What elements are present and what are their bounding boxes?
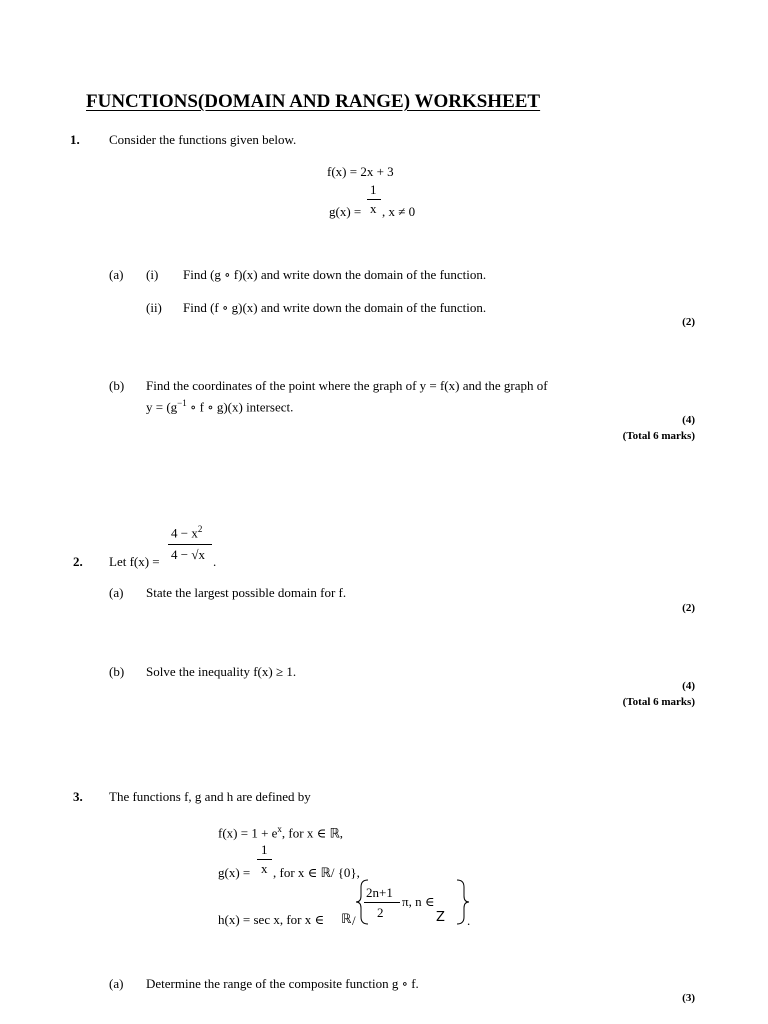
question-1-number: 1. (70, 132, 80, 147)
q2-part-b-label: (b) (109, 664, 125, 679)
q3-part-a-marks: (3) (682, 992, 695, 1004)
question-1-intro: Consider the functions given below. (109, 132, 297, 147)
q3-g-numerator: 1 (261, 842, 268, 857)
q1-g-numerator: 1 (370, 182, 377, 197)
q3-g-fraction-bar (257, 859, 272, 860)
q2-part-b-marks: (4) (682, 680, 695, 692)
question-2-number: 2. (73, 554, 83, 569)
q3-h-middle: π, n ∈ (402, 894, 435, 909)
q1-part-a-ii-text: Find (f ∘ g)(x) and write down the domain of the function. (183, 300, 487, 315)
q1-f-definition: f(x) = 2x + 3 (327, 164, 394, 179)
q3-part-a-text: Determine the range of the composite function g ∘ f. (146, 976, 419, 991)
q3-intro: The functions f, g and h are defined by (109, 789, 311, 804)
q3-h-integer-set: Z (436, 910, 445, 925)
q2-denominator: 4 − √x (171, 547, 205, 562)
q3-h-denominator: 2 (377, 905, 384, 920)
q1-part-b-text-line1: Find the coordinates of the point where the graph of y = f(x) and the graph of (146, 378, 548, 393)
q3-g-lhs: g(x) = (218, 865, 251, 880)
q3-h-slash: / (352, 913, 356, 928)
q3-g-denominator: x (261, 861, 268, 876)
q1-g-denominator: x (370, 201, 377, 216)
q3-h-real-set: ℝ (341, 912, 352, 927)
q1-part-a-label: (a) (109, 267, 124, 282)
q3-h-numerator: 2n+1 (366, 885, 393, 900)
q3-g-domain: , for x ∈ ℝ/ {0}, (273, 865, 360, 881)
q3-f-definition: $f(x) = 1 + e^x$, for x ∈ ℝ, (218, 824, 343, 842)
q1-g-fraction-bar (367, 199, 381, 200)
q3-h-period: . (467, 913, 471, 928)
q1-part-a-i-text: Find (g ∘ f)(x) and write down the domain of the function. (183, 267, 487, 282)
page-title: FUNCTIONS(DOMAIN AND RANGE) WORKSHEET (86, 91, 541, 112)
q3-part-a-label: (a) (109, 976, 124, 991)
q1-part-a-ii-label: (ii) (146, 300, 162, 315)
q1-g-condition: , x ≠ 0 (382, 204, 416, 219)
q1-g-lhs: g(x) = (329, 204, 362, 219)
q3-h-lhs: h(x) = sec x, for x ∈ (218, 912, 325, 927)
q2-numerator: $4 - x^2$ (171, 524, 203, 541)
q2-total-marks: (Total 6 marks) (622, 696, 695, 708)
q3-h-fraction-bar (364, 902, 400, 903)
q1-total-marks: (Total 6 marks) (622, 430, 695, 442)
q1-part-a-marks: (2) (682, 316, 695, 328)
q2-part-a-label: (a) (109, 585, 124, 600)
q1-part-a-i-label: (i) (146, 267, 159, 282)
question-3-number: 3. (73, 789, 83, 804)
q2-part-a-text: State the largest possible domain for f. (146, 585, 347, 600)
q2-let-f: Let f(x) = (109, 554, 160, 569)
q2-fraction-bar (168, 544, 212, 545)
q2-part-b-text: Solve the inequality f(x) ≥ 1. (146, 664, 297, 679)
q2-part-a-marks: (2) (682, 602, 695, 614)
q1-part-b-label: (b) (109, 378, 125, 393)
q1-part-b-text-line2: $y = (g^{-1}$ ∘ f ∘ g)(x) intersect. (146, 398, 294, 415)
q1-part-b-marks: (4) (682, 414, 695, 426)
q2-period: . (213, 554, 217, 569)
